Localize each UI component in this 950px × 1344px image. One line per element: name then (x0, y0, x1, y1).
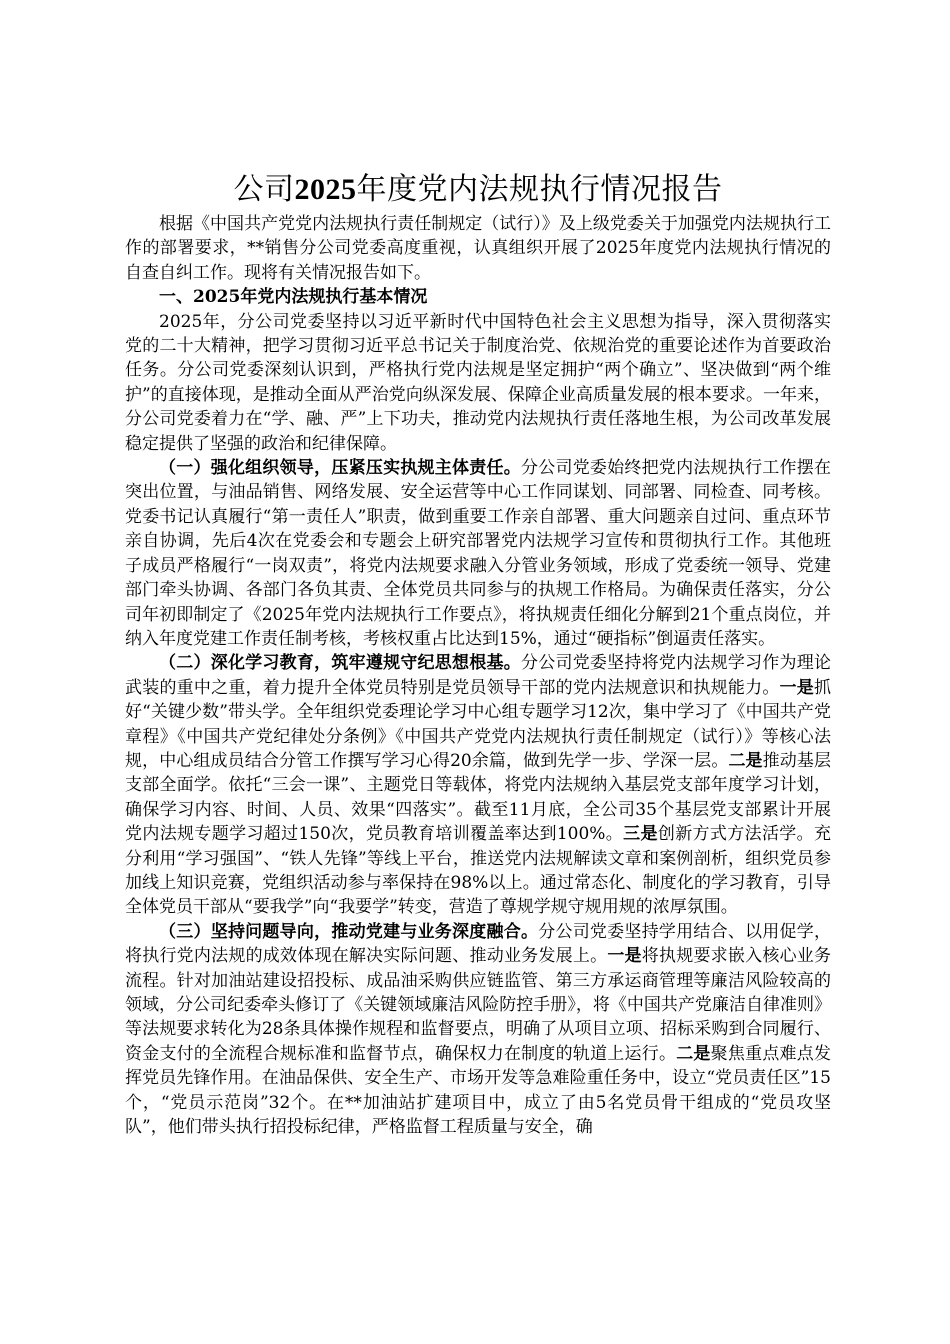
subsection-1-body: 分公司党委始终把党内法规执行工作摆在突出位置，与油品销售、网络发展、安全运营等中心工作同谋划、同部署、同检查、同考核。党委书记认真履行“第一责任人”职责，做到重要工作亲自部署、重大问题亲自过问、重点环节亲自协调，先后4次在党委会和专题会上研究部署党内法规学习宣传和贯彻执行工作。其他班子成员严格履行“一岗双责”，将党内法规要求融入分管业务领域，形成了党委统一领导、党建部门牵头协调、各部门各负其责、全体党员共同参与的执规工作格局。为确保责任落实，分公司年初即制定了《2025年党内法规执行工作要点》，将执规责任细化分解到21个重点岗位，并纳入年度党建工作责任制考核，考核权重占比达到15%，通过“硬指标”倒逼责任落实。 (125, 458, 832, 649)
subsection-1-heading: （一）强化组织领导，压紧压实执规主体责任。 (159, 458, 521, 479)
title-suffix: 年度党内法规执行情况报告 (356, 172, 723, 207)
subsection-2-heading: （二）深化学习教育，筑牢遵规守纪思想根基。 (159, 653, 521, 674)
subsection-1-paragraph (125, 456, 831, 651)
title-year: 2025 (294, 173, 357, 206)
subsection-3-body-c: 聚焦重点难点发挥党员先锋作用。在油品保供、安全生产、市场开发等急难险重任务中，设立“党员责任区”15个，“党员示范岗”32个。在**加油站扩建项目中，成立了由5名党员骨干组成的“党员攻坚队”，他们带头执行招投标纪律，严格监督工程质量与安全，确 (125, 1043, 832, 1138)
subsection-2-point-2: 二是 (728, 750, 763, 771)
subsection-3-body-b: 将执规要求嵌入核心业务流程。针对加油站建设招投标、成品油采购供应链监管、第三方承运商管理等廉洁风险较高的领域，分公司纪委牵头修订了《关键领域廉洁风险防控手册》，将《中国共产党廉洁自律准则》等法规要求转化为28条具体操作规程和监督要点，明确了从项目立项、招标采购到合同履行、资金支付的全流程合规标准和监督节点，确保权力在制度的轨道上运行。 (125, 946, 832, 1064)
document-title (125, 170, 831, 210)
subsection-3-point-2: 二是 (676, 1043, 711, 1064)
subsection-3-point-1: 一是 (607, 946, 642, 967)
subsection-2-paragraph (125, 651, 831, 919)
subsection-3-paragraph (125, 920, 831, 1140)
document-page (125, 170, 831, 1139)
section1-body: 2025年，分公司党委坚持以习近平新时代中国特色社会主义思想为指导，深入贯彻落实党的二十大精神，把学习贯彻习近平总书记关于制度治党、依规治党的重要论述作为首要政治任务。分公司党委深刻认识到，严格执行党内法规是坚定拥护“两个确立”、坚决做到“两个维护”的直接体现，是推动全面从严治党向纵深发展、保障企业高质量发展的根本要求。一年来，分公司党委着力在“学、融、严”上下功夫，推动党内法规执行责任落地生根，为公司改革发展稳定提供了坚强的政治和纪律保障。 (125, 311, 831, 454)
subsection-2-body-a: 分公司党委坚持将党内法规学习作为理论武装的重中之重，着力提升全体党员特别是党员领导干部的党内法规意识和执规能力。 (125, 653, 832, 698)
subsection-3-body-a: 分公司党委坚持学用结合、以用促学，将执行党内法规的成效体现在解决实际问题、推动业务发展上。 (125, 921, 832, 967)
subsection-2-point-3: 三是 (623, 824, 658, 845)
subsection-3-heading: （三）坚持问题导向，推动党建与业务深度融合。 (159, 921, 539, 942)
intro-paragraph: 根据《中国共产党党内法规执行责任制规定（试行）》及上级党委关于加强党内法规执行工作的部署要求，**销售分公司党委高度重视，认真组织开展了2025年度党内法规执行情况的自查自纠工作。现将有关情况报告如下。 (125, 214, 831, 283)
subsection-2-body-c: 推动基层支部全面学。依托“三会一课”、主题党日等载体，将党内法规纳入基层党支部年度学习计划，确保学习内容、时间、人员、效果“四落实”。截至11月底，全公司35个基层党支部累计开展党内法规专题学习超过150次，党员教育培训覆盖率达到100%。 (125, 750, 831, 845)
subsection-2-body-b: 抓好“关键少数”带头学。全年组织党委理论学习中心组专题学习12次，集中学习了《中国共产党章程》《中国共产党纪律处分条例》《中国共产党党内法规执行责任制规定（试行）》等核心法规，中心组成员结合分管工作撰写学习心得20余篇，做到先学一步、学深一层。 (125, 677, 832, 771)
subsection-2-point-1: 一是 (779, 677, 815, 698)
title-prefix: 公司 (233, 172, 295, 207)
section-heading: 一、2025年党内法规执行基本情况 (159, 287, 428, 308)
subsection-2-body-d: 创新方式方法活学。充分利用“学习强国”、“铁人先锋”等线上平台，推送党内法规解读文章和案例剖析，组织党员参加线上知识竞赛，党组织活动参与率保持在98%以上。通过常态化、制度化的学习教育，引导全体党员干部从“要我学”向“我要学”转变，营造了尊规学规守规用规的浓厚氛围。 (125, 824, 831, 918)
